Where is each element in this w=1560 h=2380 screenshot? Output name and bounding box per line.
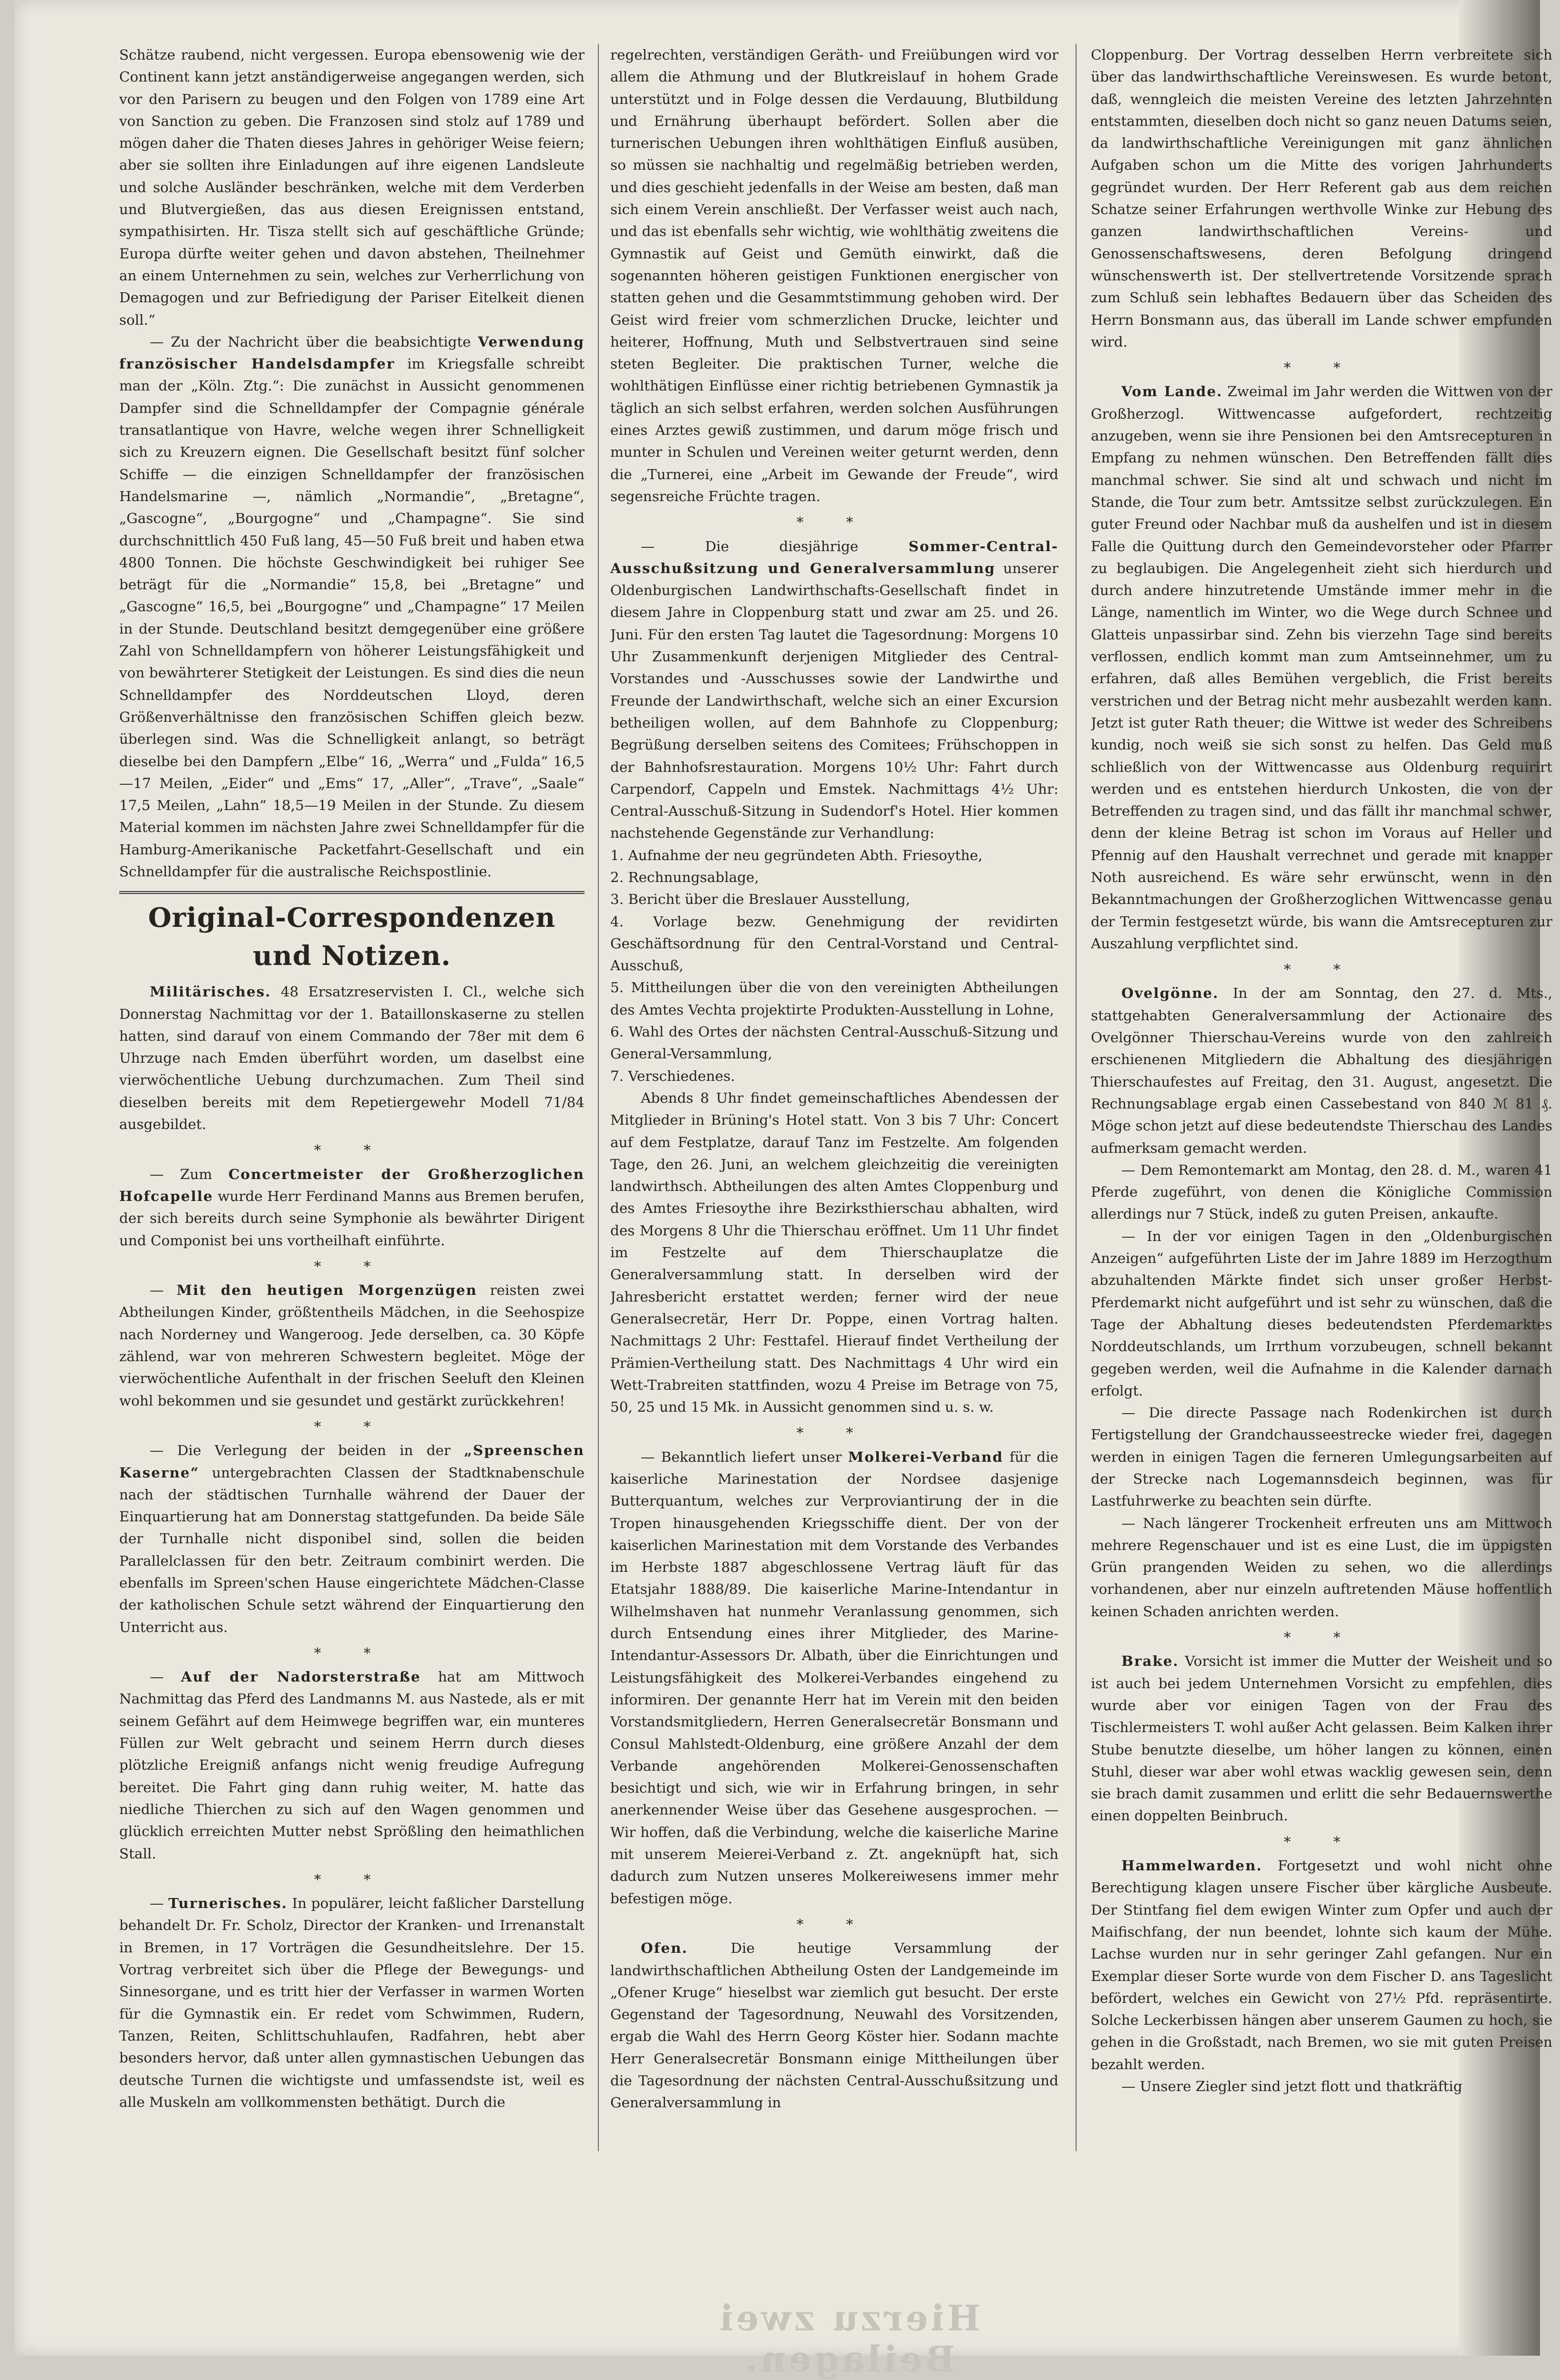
agenda-item: 3. Bericht über die Breslauer Ausstellung, [610,891,910,908]
separator-stars: * * [1283,1629,1360,1646]
separator-stars: * * [314,1258,390,1274]
article-lead: Auf der Nadorsterstraße [181,1668,421,1685]
article-lead: Vom Lande. [1121,383,1223,400]
separator-stars: * * [796,514,872,531]
article-lead: Ofen. [641,1939,688,1957]
article-text: Cloppenburg. Der Vortrag desselben Herrn verbreitete sich über das landwirthschaftliche Vereinswesen. Es wurde betont, daß, wenngleich die meisten Vereine des letzten Jahrzehnten entstammten, dieselben doch nicht so ganz neuen Datums seien, da landwirthschaftliche Vereinigungen mit ganz ähnlichen Aufgaben schon um die Mitte des vorigen Jahrhunderts gegründet wurden. Der Herr Referent gab aus dem reichen Schatze seiner Erfahrungen werthvolle Winke zur Hebung des ganzen landwirthschaftlichen Vereins- und Genossenschaftswesens, deren Befolgung dringend wünschenswerth ist. Der stellvertretende Vorsitzende sprach zum Schluß sein lebhaftes Bedauern über das Scheiden des Herrn Bonsmann aus, das überall im Lande schwer empfunden wird. [1091,47,1552,350]
separator-stars: * * [796,1916,872,1932]
column-1 [119,44,585,2189]
column-2 [610,44,1058,2189]
agenda-item: 2. Rechnungsablage, [610,869,759,885]
article-text: — Nach längerer Trockenheit erfreuten uns am Mittwoch mehrere Regenschauer und ist es eine Lust, die im üppigsten Grün prangenden Weiden zu sehen, wo die allerdings vorhandenen, aber nur einzeln auftretenden Mäuse hoffentlich keinen Schaden anrichten werden. [1091,1515,1552,1620]
article-lead: Verwendung französischer Handelsdampfer [119,333,585,372]
show-through-text: Hierzu zwei Beilagen. [717,2298,981,2380]
article-lead: Militärisches. [150,983,271,1000]
separator-stars: * * [314,1644,390,1661]
article-nadorst: — Auf der Nadorsterstraße hat am Mittwoch Nachmittag das Pferd des Landmanns M. aus Nastede, als er mit seinem Gefährt auf dem Heimwege begriffen war, ein munteres Füllen zur Welt gebracht und seinem Herrn durch dieses plötzliche Ereigniß anfangs nicht wenig freudige Aufregung bereitet. Die Fahrt ging dann ruhig weiter, M. hatte das niedliche Thierchen zu sich auf den Wagen genommen und glücklich erreichten Mutter nebst Sprößling den heimathlichen Stall. [119,1668,585,1862]
article-text: — In der vor einigen Tagen in den „Oldenburgischen Anzeigen“ aufgeführten Liste der im Jahre 1889 im Herzogthum abzuhaltenden Märkte findet sich unser großer Herbst-Pferdemarkt nicht aufgeführt und ist sehr zu wünschen, daß die Tage der Abhaltung dieses bedeutendsten Pferdemarktes Norddeutschlands, um Irrthum vorzubeugen, schnell bekannt gegeben werden, weil die Aufnahme in die Kalender darnach erfolgt. [1091,1228,1552,1399]
article-steamers: — Zu der Nachricht über die beabsichtigte Verwendung französischer Handelsdampfer im Kriegsfalle schreibt man der „Köln. Ztg.“: Die zunächst in Aussicht genommenen Dampfer sind die Schnelldampfer der Compagnie générale transatlantique von Havre, welche wegen ihrer Schnelligkeit sich zu Kreuzern eignen. Die Gesellschaft besitzt fünf solcher Schiffe — die einzigen Schnelldampfer der französischen Handelsmarine —, nämlich „Normandie“, „Bretagne“, „Gascogne“, „Bourgogne“ und „Champagne“. Sie sind durchschnittlich 450 Fuß lang, 45—50 Fuß breit und haben etwa 4800 Tonnen. Die höchste Geschwindigkeit bei ruhiger See beträgt für die „Normandie“ 15,8, bei „Bretagne“ und „Gascogne“ 16,5, bei „Bourgogne“ und „Champagne“ 17 Meilen in der Stunde. Deutschland besitzt demgegenüber eine größere Zahl von Schnelldampfern von höherer Leistungsfähigkeit und von bewährterer Stetigkeit der Leistungen. Es sind dies die neun Schnelldampfer des Norddeutschen Lloyd, deren Größenverhältnisse den französischen Schiffen gleich bezw. überlegen sind. Was die Schnelligkeit anlangt, so beträgt dieselbe bei den Dampfern „Elbe“ 16, „Werra“ und „Fulda“ 16,5—17 Meilen, „Eider“ und „Ems“ 17, „Aller“, „Trave“, „Saale“ 17,5 Meilen, „Lahn“ 18,5—19 Meilen in der Stunde. Zu diesem Material kommen im nächsten Jahre zwei Schnelldampfer für die Hamburg-Amerikanische Packetfahrt-Gesellschaft und ein Schnelldampfer für die australische Reichspostlinie. [119,333,585,880]
article-lead: Brake. [1121,1652,1179,1670]
column-rule-2 [1076,44,1077,2151]
article-ofen: Ofen. Die heutige Versammlung der landwirthschaftlichen Abtheilung Osten der Landgemeinde im „Ofener Kruge“ hieselbst war ziemlich gut besucht. Der erste Gegenstand der Tagesordnung, Neuwahl des Vorsitzenden, ergab die Wahl des Herrn Georg Köster hier. Sodann machte Herr Generalsecretär Bonsmann einige Mittheilungen über die Tagesordnung der nächsten Central-Ausschußsitzung und Generalversammlung in [610,1939,1058,2111]
article-text: — Die directe Passage nach Rodenkirchen ist durch Fertigstellung der Grandchausseestrecke wieder frei, dagegen werden in einigen Tagen die ferneren Umlegungsarbeiten auf der Strecke nach Logemannsdeich beginnen, was für Lastfuhrwerke zu beachten sein dürfte. [1091,1405,1552,1509]
article-lead: Mit den heutigen Morgenzügen [176,1282,477,1299]
newspaper-page [14,0,1552,2380]
separator-stars: * * [796,1425,872,1441]
article-lead: Sommer-Central-Ausschußsitzung und Generalversammlung [610,537,1058,576]
column-3 [1091,44,1552,2189]
article-hammelwarden: Hammelwarden. Fortgesetzt und wohl nicht ohne Berechtigung klagen unsere Fischer über kärgliche Ausbeute. Der Stintfang fiel dem ewigen Winter zum Opfer und auch der Maifischfang, der nun beendet, lohnte sich kaum der Mühe. Lachse wurden nur in sehr geringer Zahl gefangen. Nur ein Exemplar dieser Sorte wurde von dem Fischer D. ans Tageslicht befördert, welches ein Gewicht von 27½ Pfd. repräsentirte. Solche Leckerbissen hängen aber unserem Gaumen zu hoch, sie gehen in die Großstadt, nach Bremen, wo sie mit guten Preisen bezahlt werden. [1091,1857,1552,2072]
separator-stars: * * [314,1418,390,1435]
article-text: Schätze raubend, nicht vergessen. Europa ebensowenig wie der Continent kann jetzt anständigerweise angegangen werden, sich vor den Parisern zu beugen und den Folgen von 1789 eine Art von Sanction zu geben. Die Franzosen sind stolz auf 1789 und mögen daher die Thaten dieses Jahres in gehöriger Weise feiern; aber sie sollten ihre Einladungen auf ihre eigenen Landsleute und solche Ausländer beschränken, welche mit dem Verderben und Blutvergießen, das aus diesen Ereignissen entstand, sympathisirten. Hr. Tisza stellt sich auf geschäftliche Gründe; Europa dürfte weiter gehen und davon abstehen, Theilnehmer an einem Unternehmen zu sein, welches zur Verherrlichung von Demagogen und zur Befriedigung der Pariser Eitelkeit dienen soll.“ [119,47,585,328]
article-lead: Turnerisches. [168,1895,287,1912]
article-lead: Concertmeister der Großherzoglichen Hofcapelle [119,1165,585,1204]
separator-stars: * * [1283,359,1360,376]
separator-stars: * * [314,1871,390,1888]
article-dairy: — Bekanntlich liefert unser Molkerei-Verband für die kaiserliche Marinestation der Nordsee dasjenige Butterquantum, welches zur Verproviantirung der in die Tropen hinausgehenden Kriegsschiffe dient. Der von der kaiserlichen Marinestation mit dem Vorstande des Verbandes im Herbste 1887 abgeschlossene Vertrag läuft für das Etatsjahr 1888/89. Die kaiserliche Marine-Intendantur in Wilhelmshaven hat nunmehr Veranlassung genommen, sich durch Entsendung eines ihrer Mitglieder, des Marine-Intendantur-Assessors Dr. Albath, über die Einrichtungen und Leistungsfähigkeit des Molkerei-Verbandes eingehend zu informiren. Der genannte Herr hat im Verein mit den beiden Vorstandsmitgliedern, Herren Generalsecretär Bonsmann und Consul Mahlstedt-Oldenburg, eine größere Anzahl der dem Verbande angehörenden Molkerei-Genossenschaften besichtigt und sich, wie wir in Erfahrung bringen, in sehr anerkennender Weise über das Gesehene ausgesprochen. — Wir hoffen, daß die Verbindung, welche die kaiserliche Marine mit unserem Meierei-Verband z. Zt. angeknüpft hat, sich dadurch zum Nutzen unseres Molkereiwesens immer mehr befestigen möge. [610,1448,1058,1907]
article-lead: Ovelgönne. [1121,985,1219,1002]
article-text: Abends 8 Uhr findet gemeinschaftliches Abendessen der Mitglieder in Brüning's Hotel statt. Von 3 bis 7 Uhr: Concert auf dem Festplatze, darauf Tanz im Festzelte. Am folgenden Tage, den 26. Juni, an welchem gleichzeitig die vereinigten landwirthsch. Abtheilungen des alten Amtes Cloppenburg und des Amtes Friesoythe ihre Bezirksthierschau abhalten, wird des Morgens 8 Uhr die Thierschau eröffnet. Um 11 Uhr findet im Festzelte auf dem Thierschauplatze die Generalversammlung statt. In derselben wird der Jahresbericht erstattet werden; ferner wird der neue Generalsecretär, Herr Dr. Poppe, einen Vortrag halten. Nachmittags 2 Uhr: Festtafel. Hierauf findet Vertheilung der Prämien-Vertheilung statt. Des Nachmittags 4 Uhr wird ein Wett-Trabreiten stattfinden, wozu 4 Preise im Betrage von 75, 50, 25 und 15 Mk. in Aussicht genommen sind u. s. w. [610,1089,1058,1416]
agenda-item: 1. Aufnahme der neu gegründeten Abth. Friesoythe, [610,847,983,863]
agenda-item: 7. Verschiedenes. [610,1067,735,1084]
agenda-item: 5. Mittheilungen über die von den vereinigten Abtheilungen des Amtes Vechta projektirte Produkten-Ausstellung in Lohne, [610,979,1058,1018]
agenda-item: 4. Vorlage bezw. Genehmigung der revidirten Geschäftsordnung für den Central-Vorstand und Central-Ausschuß, [610,913,1058,974]
separator-stars: * * [1283,1833,1360,1850]
separator-stars: * * [1283,961,1360,978]
article-lead: Molkerei-Verband [848,1448,1004,1465]
article-kaserne: — Die Verlegung der beiden in der „Spreenschen Kaserne“ untergebrachten Classen der Stadtknabenschule nach der städtischen Turnhalle während der Dauer der Einquartierung hat am Donnerstag stattgefunden. Da beide Säle der Turnhalle nicht disponibel sind, sollen die beiden Parallelclassen für den betr. Zeitraum combinirt werden. Die ebenfalls im Spreen'schen Hause eingerichtete Mädchen-Classe der katholischen Schule setzt während der Einquartierung den Unterricht aus. [119,1442,585,1635]
agenda-item: 6. Wahl des Ortes der nächsten Central-Ausschuß-Sitzung und General-Versammlung, [610,1024,1058,1062]
article-text: — Unsere Ziegler sind jetzt flott und thatkräftig [1121,2078,1463,2095]
article-ovelgoenne: Ovelgönne. In der am Sonntag, den 27. d. Mts., stattgehabten Generalversammlung der Actionaire des Ovelgönner Thierschau-Vereins wurde von den zahlreich erschienenen Mitgliedern die Abhaltung des diesjährigen Thierschaufestes auf Freitag, den 31. August, angesetzt. Die Rechnungsablage ergab einen Cassebestand von 840 ℳ 81 ₰. Möge schon jetzt auf diese bedeutendste Thierschau des Landes aufmerksam gemacht werden. [1091,985,1552,1156]
article-text: — Dem Remontemarkt am Montag, den 28. d. M., waren 41 Pferde zugeführt, von denen die Königliche Commission allerdings nur 7 Stück, indeß zu guten Preisen, ankaufte. [1091,1161,1552,1222]
article-lead: „Spreenschen Kaserne“ [119,1442,585,1481]
separator-stars: * * [314,1142,390,1159]
article-turnen: — Turnerisches. In populärer, leicht faßlicher Darstellung behandelt Dr. Fr. Scholz, Director der Kranken- und Irrenanstalt in Bremen, in 17 Vorträgen die Gesundheitslehre. Der 15. Vortrag verbreitet sich über die Pflege der Bewegungs- und Sinnesorgane, und es tritt hier der Verfasser in warmen Worten für die Gymnastik ein. Er redet vom Schwimmen, Rudern, Tanzen, Reiten, Schlittschuhlaufen, Radfahren, hebt aber besonders hervor, daß unter allen gymnastischen Uebungen das deutsche Turnen die wichtigste und umfassendste ist, weil es alle Muskeln am vollkommensten bethätigt. Durch die [119,1895,585,2110]
column-rule-1 [598,44,599,2151]
article-trains: — Mit den heutigen Morgenzügen reisten zwei Abtheilungen Kinder, größtentheils Mädchen, in die Seehospize nach Norderney und Wangeroog. Jede derselben, ca. 30 Köpfe zählend, war von mehreren Schwestern begleitet. Möge der vierwöchentliche Aufenthalt in der frischen Seeluft den Kleinen wohl bekommen und sie gesundet und gestärkt zurückkehren! [119,1282,585,1409]
article-central-committee: — Die diesjährige Sommer-Central-Ausschußsitzung und Generalversammlung unserer Oldenburgischen Landwirthschafts-Gesellschaft findet in diesem Jahre in Cloppenburg statt und zwar am 25. und 26. Juni. Für den ersten Tag lautet die Tagesordnung: Morgens 10 Uhr Zusammenkunft derjenigen Mitglieder des Central-Vorstandes und -Ausschusses sowie der Landwirthe und Freunde der Landwirthschaft, welche sich an einer Excursion betheiligen wollen, auf dem Bahnhofe zu Cloppenburg; Begrüßung derselben seitens des Comitees; Frühschoppen in der Bahnhofsrestauration. Morgens 10½ Uhr: Fahrt durch Carpendorf, Cappeln und Emstek. Nachmittags 4½ Uhr: Central-Ausschuß-Sitzung in Sudendorf's Hotel. Hier kommen nachstehende Gegenstände zur Verhandlung: [610,537,1058,841]
article-text: regelrechten, verständigen Geräth- und Freiübungen wird vor allem die Athmung und der Blutkreislauf in hohem Grade unterstützt und in Folge dessen die Verdauung, Blutbildung und Ernährung überhaupt befördert. Sollen aber die turnerischen Uebungen ihren wohlthätigen Einfluß ausüben, so müssen sie nachhaltig und regelmäßig betrieben werden, und dies geschieht jedenfalls in der Weise am besten, daß man sich einem Verein anschließt. Der Verfasser weist auch nach, und das ist ebenfalls sehr wichtig, wie wohlthätig zweitens die Gymnastik auf Geist und Gemüth einwirkt, daß die sogenannten höheren geistigen Funktionen energischer von statten gehen und die Gesammtstimmung gehoben wird. Der Geist wird freier vom schmerzlichen Drucke, leichter und heiterer, Hoffnung, Muth und Selbstvertrauen sind seine steten Begleiter. Die praktischen Turner, welche die wohlthätigen Einflüsse einer richtig betriebenen Gymnastik ja täglich an sich selbst erfahren, werden solchen Ausführungen eines Arztes gewiß zustimmen, und darum möge frisch und munter in Schulen und Vereinen weiter geturnt werden, denn die „Turnerei, eine „Arbeit im Gewande der Freude“, wird segensreiche Früchte tragen. [610,47,1058,504]
section-heading: Original-Correspondenzen und Notizen. [119,891,585,975]
article-vom-lande: Vom Lande. Zweimal im Jahr werden die Wittwen von der Großherzogl. Wittwencasse aufgefordert, rechtzeitig anzugeben, wenn sie ihre Pensionen bei den Amtsrecepturen in Empfang zu nehmen wünschen. Den Betreffenden fällt dies manchmal schwer. Sie sind alt und schwach und nicht im Stande, die Tour zum betr. Amtssitze selbst zurückzulegen. Ein guter Freund oder Nachbar muß da aushelfen und ist in diesem Falle die Quittung durch den Gemeindevorsteher oder Pfarrer zu beglaubigen. Die Angelegenheit zieht sich hierdurch und durch andere hinzutretende Umstände immer mehr in die Länge, namentlich im Winter, wo die Wege durch Schnee und Glatteis unpassirbar sind. Zehn bis vierzehn Tage sind bereits verflossen, endlich kommt man zum Amtseinnehmer, um zu erfahren, daß alles Bemühen vergeblich, die Frist bereits verstrichen und der Betrag nicht mehr ausbezahlt werden kann. Jetzt ist guter Rath theuer; die Wittwe ist weder des Schreibens kundig, noch weiß sie sich sonst zu helfen. Das Geld muß schließlich von der Wittwencasse aus Oldenburg requirirt werden und es entstehen hierdurch Unkosten, die von der Betreffenden zu tragen sind, und das fällt ihr manchmal schwer, denn der kleine Betrag ist schon im Voraus auf Heller und Pfennig auf den Haushalt verrechnet und gerade mit knapper Noth ausreichend. Es wäre sehr erwünscht, wenn in den Bekanntmachungen der Großherzoglichen Wittwencasse genau der Termin festgesetzt würde, bis wann die Amtsrecepturen zur Auszahlung verpflichtet sind. [1091,383,1552,952]
article-brake: Brake. Vorsicht ist immer die Mutter der Weisheit und so ist auch bei jedem Unternehmen Vorsicht zu empfehlen, dies wurde aber vor einigen Tagen von der Frau des Tischlermeisters T. wohl außer Acht gelassen. Beim Kalken ihrer Stube benutzte dieselbe, um höher langen zu können, einen Stuhl, dieser war aber wohl etwas wacklig gewesen sein, denn sie brach damit zusammen und erlitt die sehr Bedauernswerthe einen doppelten Beinbruch. [1091,1652,1552,1824]
article-lead: Hammelwarden. [1121,1857,1262,1874]
article-military: Militärisches. 48 Ersatzreservisten I. Cl., welche sich Donnerstag Nachmittag vor der 1. Bataillonskaserne zu stellen hatten, sind darauf von einem Commando der 78er mit dem 6 Uhrzuge nach Emden überführt worden, um daselbst eine vierwöchentliche Uebung durchzumachen. Zum Theil sind dieselben bereits mit dem Repetiergewehr Modell 71/84 ausgebildet. [119,983,585,1133]
article-concertmaster: — Zum Concertmeister der Großherzoglichen Hofcapelle wurde Herr Ferdinand Manns aus Bremen berufen, der sich bereits durch seine Symphonie als bewährter Dirigent und Componist bei uns vortheilhaft einführte. [119,1165,585,1249]
